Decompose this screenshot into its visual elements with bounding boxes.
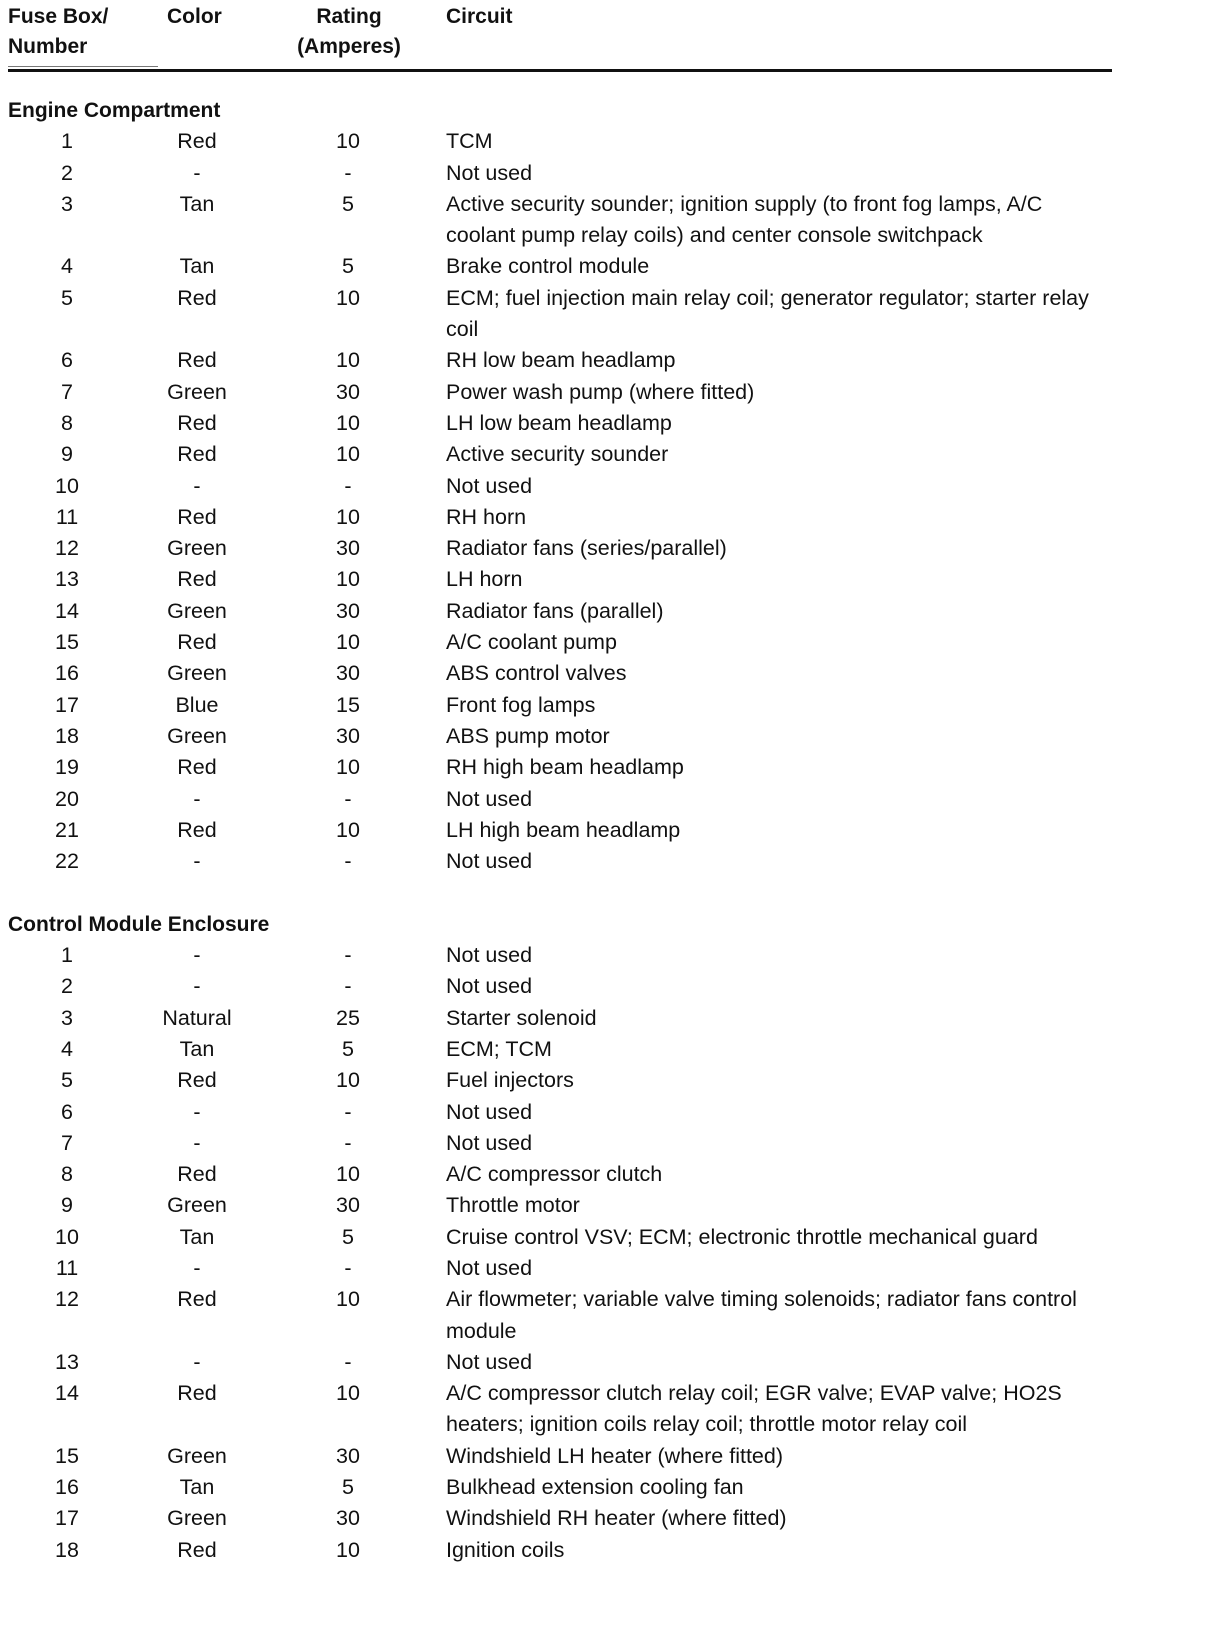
table-row [0, 1503, 1216, 1534]
section-title: Control Module Enclosure [8, 912, 270, 936]
fuse-table [0, 95, 1216, 1566]
fuse-number: 16 [55, 661, 79, 686]
fuse-number: 22 [55, 849, 79, 874]
table-row [0, 1472, 1216, 1503]
fuse-color: Tan [179, 191, 215, 216]
fuse-color: Red [177, 1287, 217, 1312]
fuse-number: 3 [61, 191, 73, 216]
fuse-circuit: Not used [446, 849, 533, 874]
fuse-circuit: Not used [446, 943, 533, 968]
fuse-color: Green [167, 536, 227, 561]
fuse-number: 1 [61, 943, 73, 968]
fuse-number: 13 [55, 567, 79, 592]
fuse-color: Red [177, 630, 217, 655]
fuse-number: 3 [61, 1005, 73, 1030]
fuse-circuit: Active security sounder [446, 442, 669, 467]
fuse-color: Tan [179, 1036, 215, 1061]
fuse-rating: 30 [336, 723, 360, 748]
table-row [0, 596, 1216, 627]
fuse-rating: - [344, 974, 352, 999]
table-row [0, 408, 1216, 439]
table-row [0, 784, 1216, 815]
fuse-circuit: Brake control module [446, 254, 650, 279]
fuse-rating: 10 [336, 817, 360, 842]
fuse-color: - [193, 1349, 201, 1374]
fuse-number: 21 [55, 817, 79, 842]
fuse-circuit: RH low beam headlamp [446, 348, 676, 373]
table-row [0, 126, 1216, 157]
table-row [0, 471, 1216, 502]
fuse-color: Red [177, 129, 217, 154]
fuse-circuit: A/C compressor clutch relay coil; EGR valve; EVAP valve; HO2S heaters; ignition coils relay coil; throttle motor relay coil [446, 1381, 1062, 1437]
fuse-rating: 5 [342, 1475, 354, 1500]
fuse-circuit: Fuel injectors [446, 1068, 574, 1093]
fuse-circuit: Windshield RH heater (where fitted) [446, 1506, 787, 1531]
fuse-color: Red [177, 567, 217, 592]
fuse-circuit: Active security sounder; ignition supply (to front fog lamps, A/C coolant pump relay coils) and center console switchpack [446, 191, 1043, 248]
column-header-circuit: Circuit [446, 5, 513, 28]
fuse-number: 19 [55, 755, 79, 780]
fuse-rating: 30 [336, 1193, 360, 1218]
fuse-circuit: ECM; TCM [446, 1036, 552, 1061]
fuse-color: - [193, 943, 201, 968]
header-rule [8, 69, 1112, 72]
fuse-color: Green [167, 1506, 227, 1531]
fuse-rating: 5 [342, 1036, 354, 1061]
table-row [0, 846, 1216, 877]
fuse-rating: - [344, 1099, 352, 1124]
table-row [0, 1190, 1216, 1221]
fuse-number: 7 [61, 379, 73, 404]
fuse-number: 9 [61, 1193, 73, 1218]
fuse-color: Green [167, 1193, 227, 1218]
table-row [0, 627, 1216, 658]
fuse-rating: - [344, 786, 352, 811]
table-row [0, 940, 1216, 971]
table-row [0, 1284, 1216, 1347]
fuse-circuit: ABS pump motor [446, 723, 610, 748]
fuse-color: - [193, 1099, 201, 1124]
column-header-color: Color [167, 5, 222, 28]
fuse-number: 4 [61, 254, 73, 279]
fuse-color: Blue [175, 692, 219, 717]
fuse-number: 5 [61, 285, 73, 310]
fuse-color: Red [177, 504, 217, 529]
fuse-number: 9 [61, 442, 73, 467]
table-row [0, 189, 1216, 252]
table-row [0, 971, 1216, 1002]
fuse-number: 16 [55, 1475, 79, 1500]
fuse-color: Tan [179, 1475, 215, 1500]
table-row [0, 1159, 1216, 1190]
fuse-number: 12 [55, 1287, 79, 1312]
fuse-number: 6 [61, 348, 73, 373]
fuse-number: 8 [61, 1162, 73, 1187]
fuse-rating: 10 [336, 1287, 360, 1312]
fuse-rating: 5 [342, 1224, 354, 1249]
column-header-rating: Rating (Amperes) [297, 5, 401, 58]
fuse-rating: 10 [336, 129, 360, 154]
fuse-circuit: Air flowmeter; variable valve timing solenoids; radiator fans control module [446, 1287, 1077, 1343]
fuse-rating: - [344, 160, 352, 185]
header-underline [8, 66, 158, 67]
fuse-rating: 30 [336, 1506, 360, 1531]
fuse-rating: 30 [336, 598, 360, 623]
table-row [0, 658, 1216, 689]
fuse-circuit: TCM [446, 129, 493, 154]
fuse-number: 6 [61, 1099, 73, 1124]
fuse-rating: - [344, 1255, 352, 1280]
table-row [0, 690, 1216, 721]
table-row [0, 1034, 1216, 1065]
fuse-circuit: Ignition coils [446, 1537, 565, 1562]
fuse-color: - [193, 160, 201, 185]
table-row [0, 439, 1216, 470]
fuse-number: 2 [61, 160, 73, 185]
fuse-number: 1 [61, 129, 73, 154]
fuse-number: 17 [55, 1506, 79, 1531]
table-row [0, 502, 1216, 533]
fuse-color: Red [177, 410, 217, 435]
fuse-color: - [193, 1255, 201, 1280]
table-row [0, 1065, 1216, 1096]
fuse-number: 20 [55, 786, 79, 811]
fuse-color: Green [167, 723, 227, 748]
fuse-color: Red [177, 348, 217, 373]
fuse-circuit: Bulkhead extension cooling fan [446, 1475, 744, 1500]
table-row [0, 1253, 1216, 1284]
fuse-circuit: Starter solenoid [446, 1005, 597, 1030]
fuse-color: Red [177, 817, 217, 842]
fuse-circuit: A/C compressor clutch [446, 1162, 663, 1187]
fuse-color: Green [167, 661, 227, 686]
table-row [0, 721, 1216, 752]
fuse-circuit: RH horn [446, 504, 527, 529]
table-row [0, 377, 1216, 408]
fuse-number: 18 [55, 723, 79, 748]
fuse-number: 2 [61, 974, 73, 999]
fuse-number: 15 [55, 630, 79, 655]
fuse-rating: 30 [336, 536, 360, 561]
table-row [0, 533, 1216, 564]
fuse-rating: 10 [336, 755, 360, 780]
fuse-rating: 10 [336, 285, 360, 310]
fuse-color: Green [167, 598, 227, 623]
table-row [0, 1222, 1216, 1253]
fuse-rating: 10 [336, 1162, 360, 1187]
fuse-number: 17 [55, 692, 79, 717]
fuse-rating: 10 [336, 567, 360, 592]
fuse-circuit: Cruise control VSV; ECM; electronic throttle mechanical guard [446, 1224, 1038, 1249]
fuse-rating: 10 [336, 1381, 360, 1406]
fuse-color: - [193, 1130, 201, 1155]
fuse-rating: - [344, 473, 352, 498]
fuse-circuit: LH horn [446, 567, 523, 592]
table-row [0, 1441, 1216, 1472]
fuse-number: 14 [55, 1381, 79, 1406]
table-row [0, 815, 1216, 846]
fuse-number: 7 [61, 1130, 73, 1155]
fuse-circuit: Radiator fans (parallel) [446, 598, 664, 623]
table-row [0, 251, 1216, 282]
fuse-color: Red [177, 442, 217, 467]
fuse-color: Green [167, 1443, 227, 1468]
fuse-color: Red [177, 1162, 217, 1187]
fuse-circuit: LH high beam headlamp [446, 817, 681, 842]
fuse-circuit: A/C coolant pump [446, 630, 617, 655]
fuse-number: 4 [61, 1036, 73, 1061]
fuse-rating: 10 [336, 630, 360, 655]
fuse-circuit: LH low beam headlamp [446, 410, 672, 435]
fuse-rating: 10 [336, 504, 360, 529]
fuse-color: Natural [162, 1005, 232, 1030]
fuse-number: 11 [55, 1255, 79, 1280]
table-row [0, 1003, 1216, 1034]
fuse-circuit: Power wash pump (where fitted) [446, 379, 755, 404]
fuse-circuit: ABS control valves [446, 661, 627, 686]
fuse-number: 14 [55, 598, 79, 623]
table-row [0, 1128, 1216, 1159]
fuse-number: 10 [55, 1224, 79, 1249]
section-gap [0, 877, 1216, 908]
fuse-rating: 25 [336, 1005, 360, 1030]
fuse-rating: 10 [336, 410, 360, 435]
fuse-circuit: Not used [446, 974, 533, 999]
table-row [0, 1535, 1216, 1566]
fuse-number: 10 [55, 473, 79, 498]
section-title: Engine Compartment [8, 99, 221, 122]
fuse-color: Red [177, 755, 217, 780]
fuse-rating: - [344, 1130, 352, 1155]
fuse-rating: 10 [336, 1068, 360, 1093]
fuse-circuit: Front fog lamps [446, 692, 596, 717]
fuse-number: 18 [55, 1537, 79, 1562]
table-row [0, 1097, 1216, 1128]
table-row [0, 1347, 1216, 1378]
fuse-color: - [193, 473, 201, 498]
fuse-rating: 15 [336, 692, 360, 717]
fuse-circuit: Not used [446, 1349, 533, 1374]
fuse-rating: 30 [336, 1443, 360, 1468]
table-row [0, 752, 1216, 783]
fuse-number: 12 [55, 536, 79, 561]
fuse-color: - [193, 849, 201, 874]
fuse-rating: 30 [336, 661, 360, 686]
table-row [0, 158, 1216, 189]
fuse-color: Green [167, 379, 227, 404]
fuse-circuit: Not used [446, 1099, 533, 1124]
fuse-color: Tan [179, 254, 215, 279]
fuse-rating: 10 [336, 442, 360, 467]
fuse-circuit: Radiator fans (series/parallel) [446, 536, 727, 561]
fuse-circuit: Not used [446, 160, 533, 185]
fuse-circuit: Not used [446, 1130, 533, 1155]
fuse-number: 15 [55, 1443, 79, 1468]
fuse-number: 11 [55, 504, 79, 529]
fuse-color: Red [177, 1068, 217, 1093]
fuse-circuit: RH high beam headlamp [446, 755, 684, 780]
fuse-rating: - [344, 943, 352, 968]
fuse-color: Tan [179, 1224, 215, 1249]
fuse-rating: - [344, 1349, 352, 1374]
column-header-number: Fuse Box/ Number [8, 5, 109, 58]
fuse-color: Red [177, 285, 217, 310]
table-row [0, 1378, 1216, 1441]
fuse-circuit: Throttle motor [446, 1193, 580, 1218]
fuse-color: Red [177, 1537, 217, 1562]
table-row [0, 283, 1216, 346]
fuse-circuit: Not used [446, 473, 533, 498]
fuse-color: Red [177, 1381, 217, 1406]
fuse-rating: 10 [336, 1537, 360, 1562]
fuse-rating: 5 [342, 191, 354, 216]
fuse-rating: - [344, 849, 352, 874]
fuse-rating: 30 [336, 379, 360, 404]
fuse-circuit: Not used [446, 1255, 533, 1280]
fuse-circuit: ECM; fuel injection main relay coil; generator regulator; starter relay coil [446, 285, 1089, 342]
fuse-color: - [193, 786, 201, 811]
fuse-number: 13 [55, 1349, 79, 1374]
fuse-color: - [193, 974, 201, 999]
fuse-number: 8 [61, 410, 73, 435]
table-row [0, 564, 1216, 595]
fuse-number: 5 [61, 1068, 73, 1093]
fuse-rating: 5 [342, 254, 354, 279]
fuse-circuit: Windshield LH heater (where fitted) [446, 1443, 783, 1468]
fuse-circuit: Not used [446, 786, 533, 811]
fuse-rating: 10 [336, 348, 360, 373]
table-row [0, 345, 1216, 376]
